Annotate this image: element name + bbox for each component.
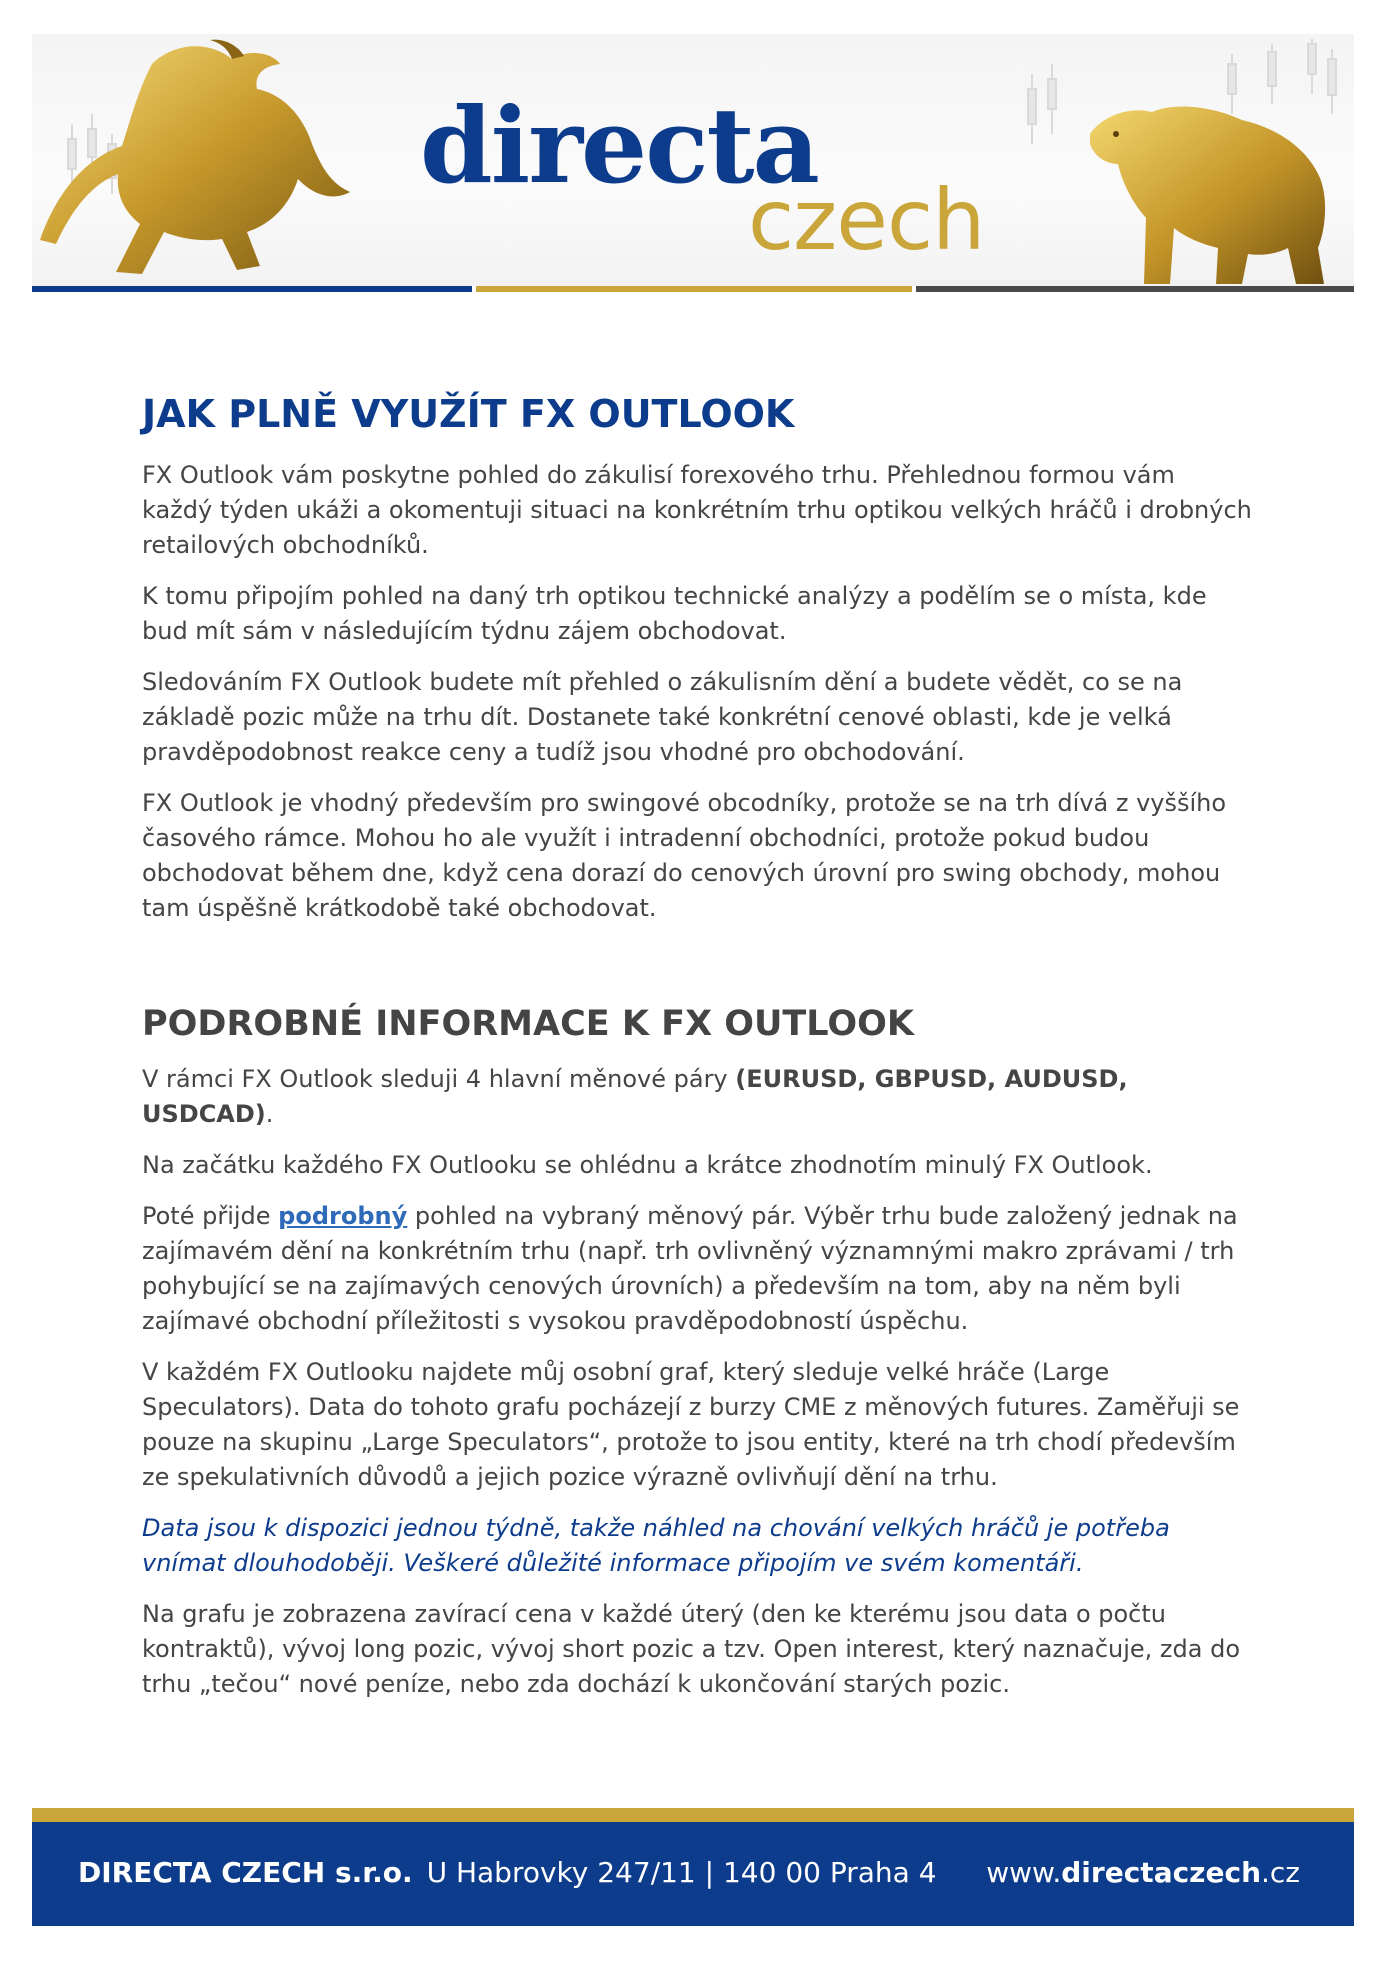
paragraph-detailed-view	[142, 1199, 1252, 1339]
paragraph: Na začátku každého FX Outlooku se ohlédnu a krátce zhodnotím minulý FX Outlook.	[142, 1151, 1153, 1179]
header-rule-blue	[32, 286, 472, 292]
footer-company-info	[78, 1856, 937, 1889]
footer	[32, 1822, 1354, 1926]
section-title-details: PODROBNÉ INFORMACE K FX OUTLOOK	[142, 1004, 914, 1044]
logo-wordmark: directa	[420, 84, 818, 207]
podrobny-link[interactable]: podrobný	[278, 1202, 408, 1230]
logo-subtitle: czech	[748, 171, 985, 269]
paragraph: Sledováním FX Outlook budete mít přehled o zákulisním dění a budete vědět, co se na základě pozic může na trhu dít. Dostanete také konkrétní cenové oblasti, kde je velká pravděpodobnost reakce ceny a tudíž jsou vhodné pro obchodování.	[142, 668, 1183, 766]
currency-pairs-list: (EURUSD, GBPUSD, AUDUSD, USDCAD)	[142, 1065, 1128, 1128]
header-rule-gold	[476, 286, 912, 292]
paragraph: K tomu připojím pohled na daný trh optikou technické analýzy a podělím se o místa, kde bud mít sám v následujícím týdnu zájem obchodovat.	[142, 582, 1207, 645]
highlight-paragraph: Data jsou k dispozici jednou týdně, takže náhled na chování velkých hráčů je potřeba vnímat dlouhodoběji. Veškeré důležité informace připojím ve svém komentáři.	[142, 1514, 1170, 1577]
paragraph-text: V rámci FX Outlook sleduji 4 hlavní měnové páry	[142, 1065, 736, 1093]
section-title-usage: JAK PLNĚ VYUŽÍT FX OUTLOOK	[142, 392, 795, 436]
paragraph-text: Poté přijde	[142, 1202, 279, 1230]
footer-gold-bar	[32, 1808, 1354, 1822]
bull-icon	[32, 34, 362, 286]
web-prefix: www.	[986, 1856, 1062, 1889]
company-address: U Habrovky 247/11 | 140 00 Praha 4	[426, 1856, 937, 1889]
paragraph: FX Outlook je vhodný především pro swingové obcodníky, protože se na trh dívá z vyššího časového rámce. Mohou ho ale využít i intradenní obchodníci, protože pokud budou obchodovat během dne, když cena dorazí do cenových úrovní pro swing obchody, mohou tam úspěšně krátkodobě také obchodovat.	[142, 789, 1227, 922]
web-suffix: .cz	[1261, 1856, 1300, 1889]
paragraph: FX Outlook vám poskytne pohled do zákulisí forexového trhu. Přehlednou formou vám každý týden ukáži a okomentuji situaci na konkrétním trhu optikou velkých hráčů i drobných retailových obchodníků.	[142, 461, 1252, 559]
web-domain: directaczech	[1061, 1856, 1261, 1889]
paragraph: Na grafu je zobrazena zavírací cena v každé úterý (den ke kterému jsou data o počtu kontraktů), vývoj long pozic, vývoj short pozic a tzv. Open interest, který naznačuje, zda do trhu „tečou“ nové peníze, nebo zda dochází k ukončování starých pozic.	[142, 1600, 1241, 1698]
main-content	[142, 392, 1252, 1718]
paragraph-currency-pairs	[142, 1062, 1252, 1132]
paragraph: V každém FX Outlooku najdete můj osobní graf, který sleduje velké hráče (Large Speculators). Data do tohoto grafu pocházejí z burzy CME z měnových futures. Zaměřuji se pouze na skupinu „Large Speculators“, protože to jsou entity, které na trh chodí především ze spekulativních důvodů a jejich pozice výrazně ovlivňují dění na trhu.	[142, 1358, 1240, 1491]
directa-czech-logo	[420, 84, 1020, 274]
paragraph-text: pohled na vybraný měnový pár. Výběr trhu bude založený jednak na zajímavém dění na konkrétním trhu (např. trh ovlivněný významnými makro zprávami / trh pohybující se na zajímavých cenových úrovních) a především na tom, aby na něm byli zajímavé obchodní příležitosti s vysokou pravděpodobností úspěchu.	[142, 1202, 1238, 1335]
header-banner	[32, 34, 1354, 286]
company-name: DIRECTA CZECH s.r.o.	[78, 1856, 413, 1889]
paragraph-end: .	[265, 1100, 274, 1128]
header-rule-gray	[916, 286, 1354, 292]
website-link[interactable]	[986, 1856, 1300, 1889]
bear-icon	[1082, 98, 1332, 286]
